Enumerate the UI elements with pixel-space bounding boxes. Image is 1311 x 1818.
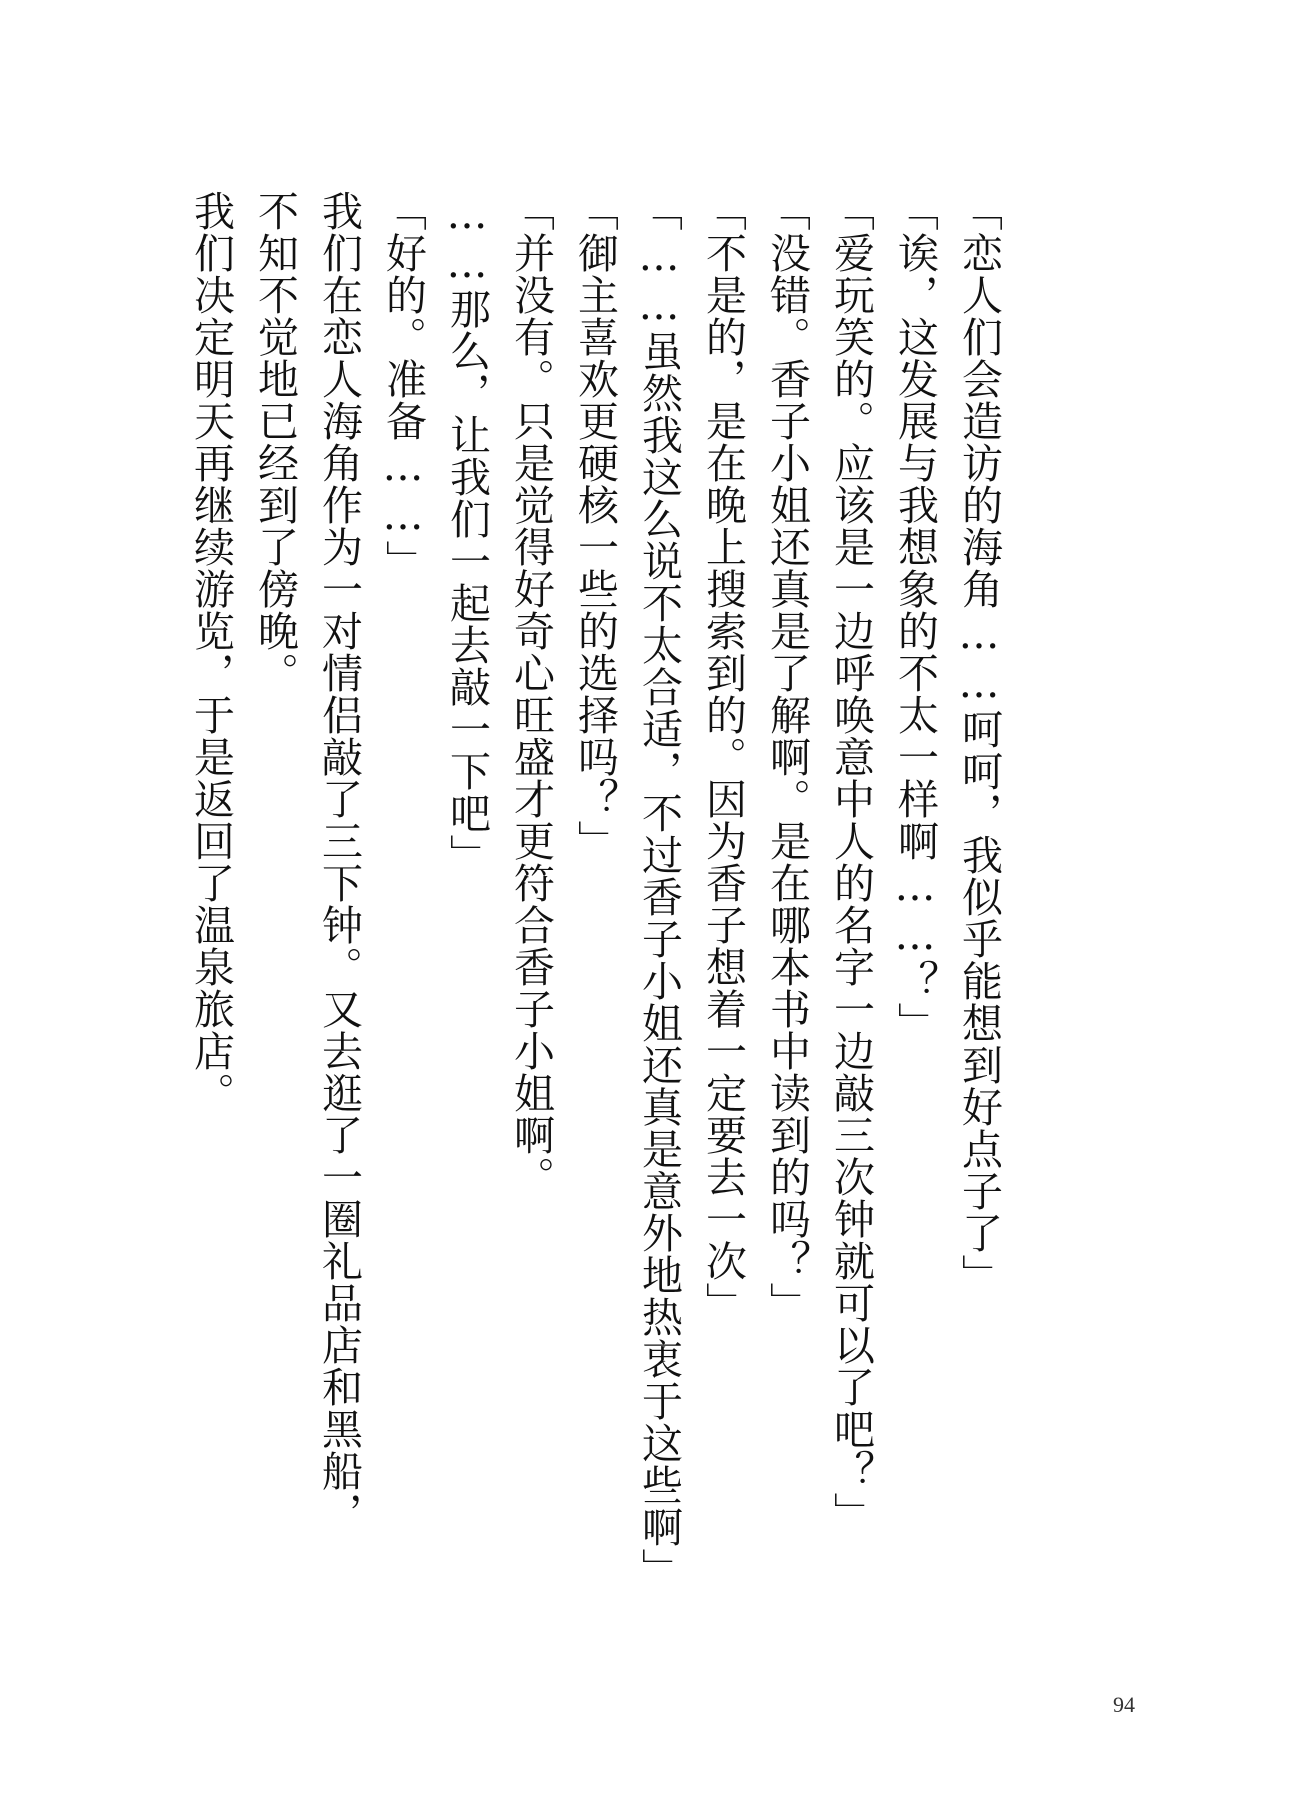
- text-line: 「诶，这发展与我想象的不太一样啊……？」: [891, 190, 939, 1044]
- text-line: 「御主喜欢更硬核一些的选择吗？」: [571, 190, 619, 862]
- text-line: 「不是的，是在晚上搜索到的。因为香子想着一定要去一次」: [699, 190, 747, 1324]
- text-line: 「并没有。只是觉得好奇心旺盛才更符合香子小姐啊。: [507, 190, 555, 1198]
- vertical-text-block: [179, 190, 1011, 1590]
- text-line: 「……虽然我这么说不太合适，不过香子小姐还真是意外地热衷于这些啊」: [635, 190, 683, 1590]
- text-line: 不知不觉地已经到了傍晚。: [251, 190, 299, 694]
- page-number: 94: [1113, 1692, 1135, 1717]
- text-line: 我们在恋人海角作为一对情侣敲了三下钟。又去逛了一圈礼品店和黑船，: [315, 190, 363, 1534]
- text-line: ……那么，让我们一起去敲一下吧」: [443, 190, 491, 876]
- text-line: 我们决定明天再继续游览，于是返回了温泉旅店。: [187, 190, 235, 1114]
- text-line: 「好的。准备……」: [379, 190, 427, 582]
- text-line: 「没错。香子小姐还真是了解啊。是在哪本书中读到的吗？」: [763, 190, 811, 1324]
- text-line: 「恋人们会造访的海角……呵呵，我似乎能想到好点子了」: [955, 190, 1003, 1296]
- text-line: 「爱玩笑的。应该是一边呼唤意中人的名字一边敲三次钟就可以了吧？」: [827, 190, 875, 1534]
